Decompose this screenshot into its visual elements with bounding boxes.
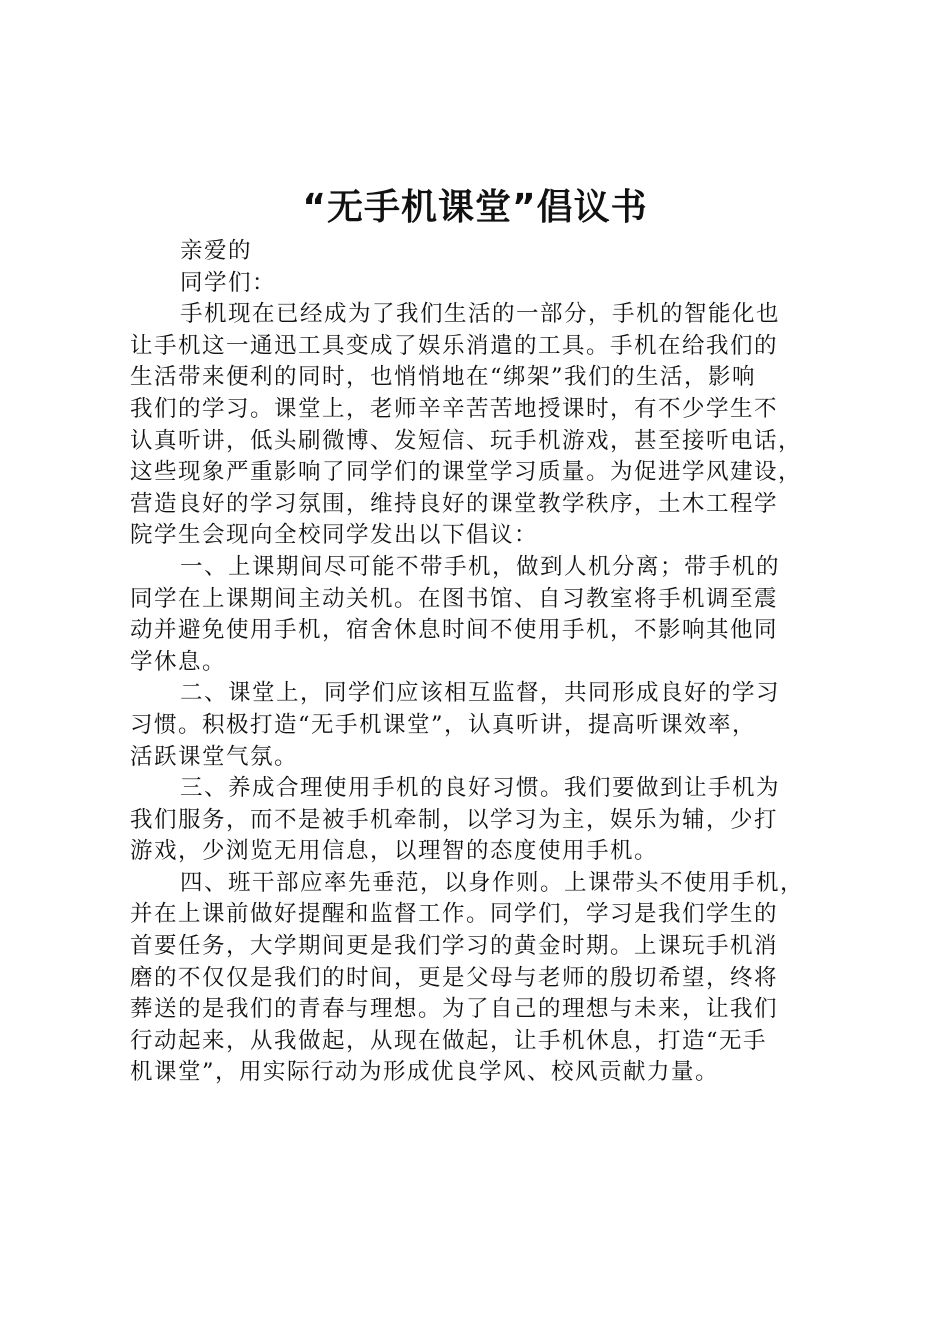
body-line: 这些现象严重影响了同学们的课堂学习质量。为促进学风建设， bbox=[130, 459, 803, 486]
body-line: 我们的学习。课堂上，老师辛辛苦苦地授课时，有不少学生不 bbox=[130, 395, 779, 422]
body-line: 三、养成合理使用手机的良好习惯。我们要做到让手机为 bbox=[180, 775, 781, 802]
document-title: “无手机课堂”倡议书 bbox=[302, 187, 648, 228]
body-line: 学休息。 bbox=[130, 648, 227, 675]
body-line: 活跃课堂气氛。 bbox=[130, 743, 299, 770]
body-line: 四、班干部应率先垂范，以身作则。上课带头不使用手机， bbox=[180, 869, 805, 896]
body-line: 营造良好的学习氛围，维持良好的课堂教学秩序，土木工程学 bbox=[130, 490, 779, 517]
body-line: 行动起来，从我做起，从现在做起，让手机休息，打造“无手 bbox=[130, 1027, 768, 1054]
body-line: 生活带来便利的同时，也悄悄地在“绑架”我们的生活，影响 bbox=[130, 364, 757, 391]
body-line: 磨的不仅仅是我们的时间，更是父母与老师的殷切希望，终将 bbox=[130, 964, 779, 991]
body-line: 并在上课前做好提醒和监督工作。同学们，学习是我们学生的 bbox=[130, 901, 779, 928]
body-line: 首要任务，大学期间更是我们学习的黄金时期。上课玩手机消 bbox=[130, 933, 779, 960]
body-line: 一、上课期间尽可能不带手机，做到人机分离；带手机的 bbox=[180, 553, 781, 580]
body-line: 游戏，少浏览无用信息，以理智的态度使用手机。 bbox=[130, 838, 659, 865]
body-line: 习惯。积极打造“无手机课堂”，认真听讲，提高听课效率， bbox=[130, 711, 757, 738]
body-line: 院学生会现向全校同学发出以下倡议： bbox=[130, 522, 539, 549]
body-line: 我们服务，而不是被手机牵制，以学习为主，娱乐为辅，少打 bbox=[130, 806, 779, 833]
greeting-line-1: 亲爱的 bbox=[180, 238, 253, 264]
body-line: 同学在上课期间主动关机。在图书馆、自习教室将手机调至震 bbox=[130, 585, 779, 612]
body-line: 动并避免使用手机，宿舍休息时间不使用手机，不影响其他同 bbox=[130, 617, 779, 644]
body-line: 葬送的是我们的青春与理想。为了自己的理想与未来，让我们 bbox=[130, 996, 779, 1023]
body-line: 二、课堂上，同学们应该相互监督，共同形成良好的学习 bbox=[180, 680, 781, 707]
body-line: 机课堂”，用实际行动为形成优良学风、校风贡献力量。 bbox=[130, 1059, 720, 1086]
body-paragraphs bbox=[130, 299, 835, 1089]
body-line: 让手机这一通迅工具变成了娱乐消遣的工具。手机在给我们的 bbox=[130, 332, 779, 359]
greeting-line-2: 同学们： bbox=[180, 269, 277, 296]
document-body bbox=[130, 236, 835, 1089]
body-line: 认真听讲，低头刷微博、发短信、玩手机游戏，甚至接听电话， bbox=[130, 427, 803, 454]
body-line: 手机现在已经成为了我们生活的一部分，手机的智能化也 bbox=[180, 301, 781, 328]
